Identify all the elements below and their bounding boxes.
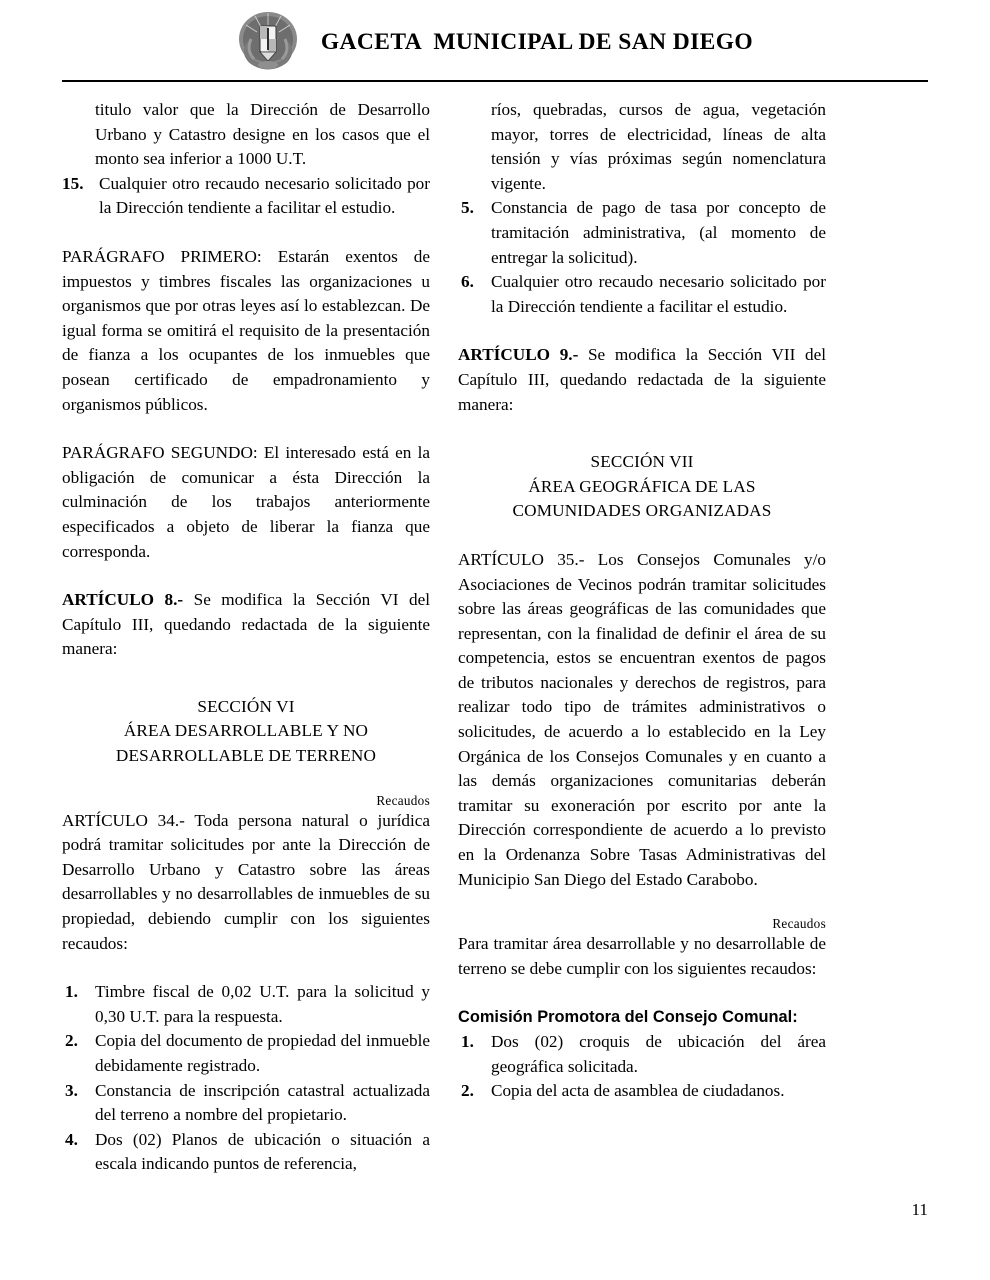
articulo-8-text: Se modifica la Sección VI del Capítulo III, quedando redactada de la siguiente manera: bbox=[62, 590, 430, 659]
list-marker: 15. bbox=[62, 173, 84, 193]
seccion-vii-heading-line-1: SECCIÓN VII bbox=[590, 452, 694, 472]
articulo-9-label: ARTÍCULO 9.- bbox=[458, 345, 579, 365]
list-item-text: Cualquier otro recaudo necesario solicitado por la Dirección tendiente a facilitar el estudio. bbox=[491, 272, 826, 316]
spacer bbox=[458, 417, 826, 450]
two-column-body bbox=[0, 82, 990, 1177]
list-item bbox=[458, 196, 826, 270]
page-title: GACETA MUNICIPAL DE SAN DIEGO bbox=[320, 28, 754, 55]
list-item bbox=[62, 1029, 430, 1078]
list-item-text: Dos (02) Planos de ubicación o situación a escala indicando puntos de referencia, bbox=[95, 1129, 430, 1174]
list-item bbox=[458, 1030, 826, 1079]
list-marker: 2. bbox=[65, 1031, 78, 1051]
continuation-paragraph-left: titulo valor que la Dirección de Desarrollo Urbano y Catastro designe en los casos que el monto sea inferior a 1000 U.T. bbox=[95, 100, 430, 169]
recaudos-tag-right: Recaudos bbox=[772, 916, 826, 932]
seccion-vi-heading-line-3: DESARROLLABLE DE TERRENO bbox=[115, 746, 377, 766]
right-column bbox=[458, 98, 826, 1177]
spacer bbox=[458, 892, 826, 916]
comision-list bbox=[458, 1030, 826, 1104]
articulo-8-paragraph bbox=[62, 588, 430, 662]
spacer bbox=[62, 956, 430, 980]
list-marker: 1. bbox=[461, 1032, 474, 1051]
coat-of-arms-emblem bbox=[237, 9, 299, 75]
spacer bbox=[458, 319, 826, 343]
list-item-15-wrap bbox=[62, 172, 430, 221]
page-number: 11 bbox=[911, 1200, 928, 1219]
recaudos-list-right bbox=[458, 196, 826, 319]
spacer bbox=[62, 564, 430, 588]
list-marker: 5. bbox=[461, 198, 474, 218]
list-marker: 6. bbox=[461, 272, 474, 292]
articulo-8-label: ARTÍCULO 8.- bbox=[62, 590, 184, 610]
list-item-text: Copia del documento de propiedad del inmueble debidamente registrado. bbox=[95, 1031, 430, 1075]
continuation-paragraph-right: ríos, quebradas, cursos de agua, vegetación mayor, torres de electricidad, líneas de alta tensión y vías próximas según nomenclatura vigente. bbox=[491, 100, 826, 193]
list-item bbox=[458, 270, 826, 319]
left-column bbox=[62, 98, 430, 1177]
spacer bbox=[62, 417, 430, 441]
articulo-9-text: Se modifica la Sección VII del Capítulo III, quedando redactada de la siguiente manera: bbox=[458, 345, 826, 414]
list-item bbox=[62, 1128, 430, 1177]
comision-promotora-heading: Comisión Promotora del Consejo Comunal: bbox=[458, 1008, 798, 1027]
list-marker: 1. bbox=[65, 982, 78, 1002]
spacer bbox=[62, 221, 430, 245]
recaudos-tag-left: Recaudos bbox=[376, 792, 430, 808]
list-item-text: Cualquier otro recaudo necesario solicitado por la Dirección tendiente a facilitar el estudio. bbox=[99, 173, 430, 218]
seccion-vi-heading-line-2: ÁREA DESARROLLABLE Y NO bbox=[123, 721, 369, 741]
articulo-34-paragraph: ARTÍCULO 34.- Toda persona natural o jurídica podrá tramitar solicitudes por ante la Dirección de Desarrollo Urbano y Catastro sobre las áreas desarrollables y no desarrollables de inmuebles de su propiedad, debiendo cumplir con los siguientes recaudos: bbox=[62, 810, 430, 953]
list-marker: 3. bbox=[65, 1080, 78, 1100]
seccion-vii-heading-line-3: COMUNIDADES ORGANIZADAS bbox=[512, 501, 772, 521]
articulo-35-paragraph: ARTÍCULO 35.- Los Consejos Comunales y/o Asociaciones de Vecinos podrán tramitar solicitudes sobre las áreas geográficas de las comunidades que representan, con la finalidad de definir el área de su competencia, estos se encuentran exentos de pagos de tributos nacionales y derechos de registros, para realizar todo tipo de trámites administrativos o solicitudes, de acuerdo a lo establecido en la Ley Orgánica de los Consejos Comunales y en cuanto a las demás organizaciones comunitarias deberán tramitar su exoneración por escrito por ante la Dirección correspondiente de acuerdo a lo previsto en la Ordenanza Sobre Tasas Administrativas del Municipio San Diego del Estado Carabobo. bbox=[458, 549, 826, 889]
spacer bbox=[458, 524, 826, 548]
list-item bbox=[62, 1079, 430, 1128]
seccion-vi-heading-line-1: SECCIÓN VI bbox=[197, 696, 295, 716]
list-item-text: Timbre fiscal de 0,02 U.T. para la solicitud y 0,30 U.T. para la respuesta. bbox=[95, 982, 430, 1026]
seccion-vii-heading-line-2: ÁREA GEOGRÁFICA DE LAS bbox=[528, 476, 756, 496]
paragrafo-primero: PARÁGRAFO PRIMERO: Estarán exentos de impuestos y timbres fiscales las organizaciones u organismos que por otras leyes así lo establezcan. De igual forma se omitirá el requisito de la presentación de fianza a los ocupantes de los inmuebles que posean certificado de empadronamiento y organismos públicos. bbox=[62, 246, 430, 414]
recaudos-list-left bbox=[62, 980, 430, 1177]
masthead bbox=[0, 0, 990, 74]
list-item bbox=[62, 980, 430, 1029]
articulo-9-paragraph bbox=[458, 343, 826, 417]
list-item-text: Constancia de pago de tasa por concepto de tramitación administrativa, (al momento de entregar la solicitud). bbox=[491, 198, 826, 267]
list-item-text: Constancia de inscripción catastral actualizada del terreno a nombre del propietario. bbox=[95, 1080, 430, 1125]
spacer bbox=[62, 769, 430, 793]
list-item-text: Dos (02) croquis de ubicación del área geográfica solicitada. bbox=[491, 1032, 826, 1076]
spacer bbox=[458, 981, 826, 1005]
para-tramitar-paragraph: Para tramitar área desarrollable y no desarrollable de terreno se debe cumplir con los siguientes recaudos: bbox=[458, 934, 826, 978]
list-item bbox=[62, 172, 430, 221]
list-marker: 4. bbox=[65, 1129, 78, 1149]
list-item-text: Copia del acta de asamblea de ciudadanos. bbox=[491, 1081, 785, 1101]
list-marker: 2. bbox=[461, 1081, 474, 1101]
list-item bbox=[458, 1079, 826, 1104]
paragrafo-segundo: PARÁGRAFO SEGUNDO: El interesado está en la obligación de comunicar a ésta Dirección la culminación de los trabajos anteriormente especificados a objeto de liberar la fianza que corresponda. bbox=[62, 443, 430, 561]
spacer bbox=[62, 662, 430, 695]
